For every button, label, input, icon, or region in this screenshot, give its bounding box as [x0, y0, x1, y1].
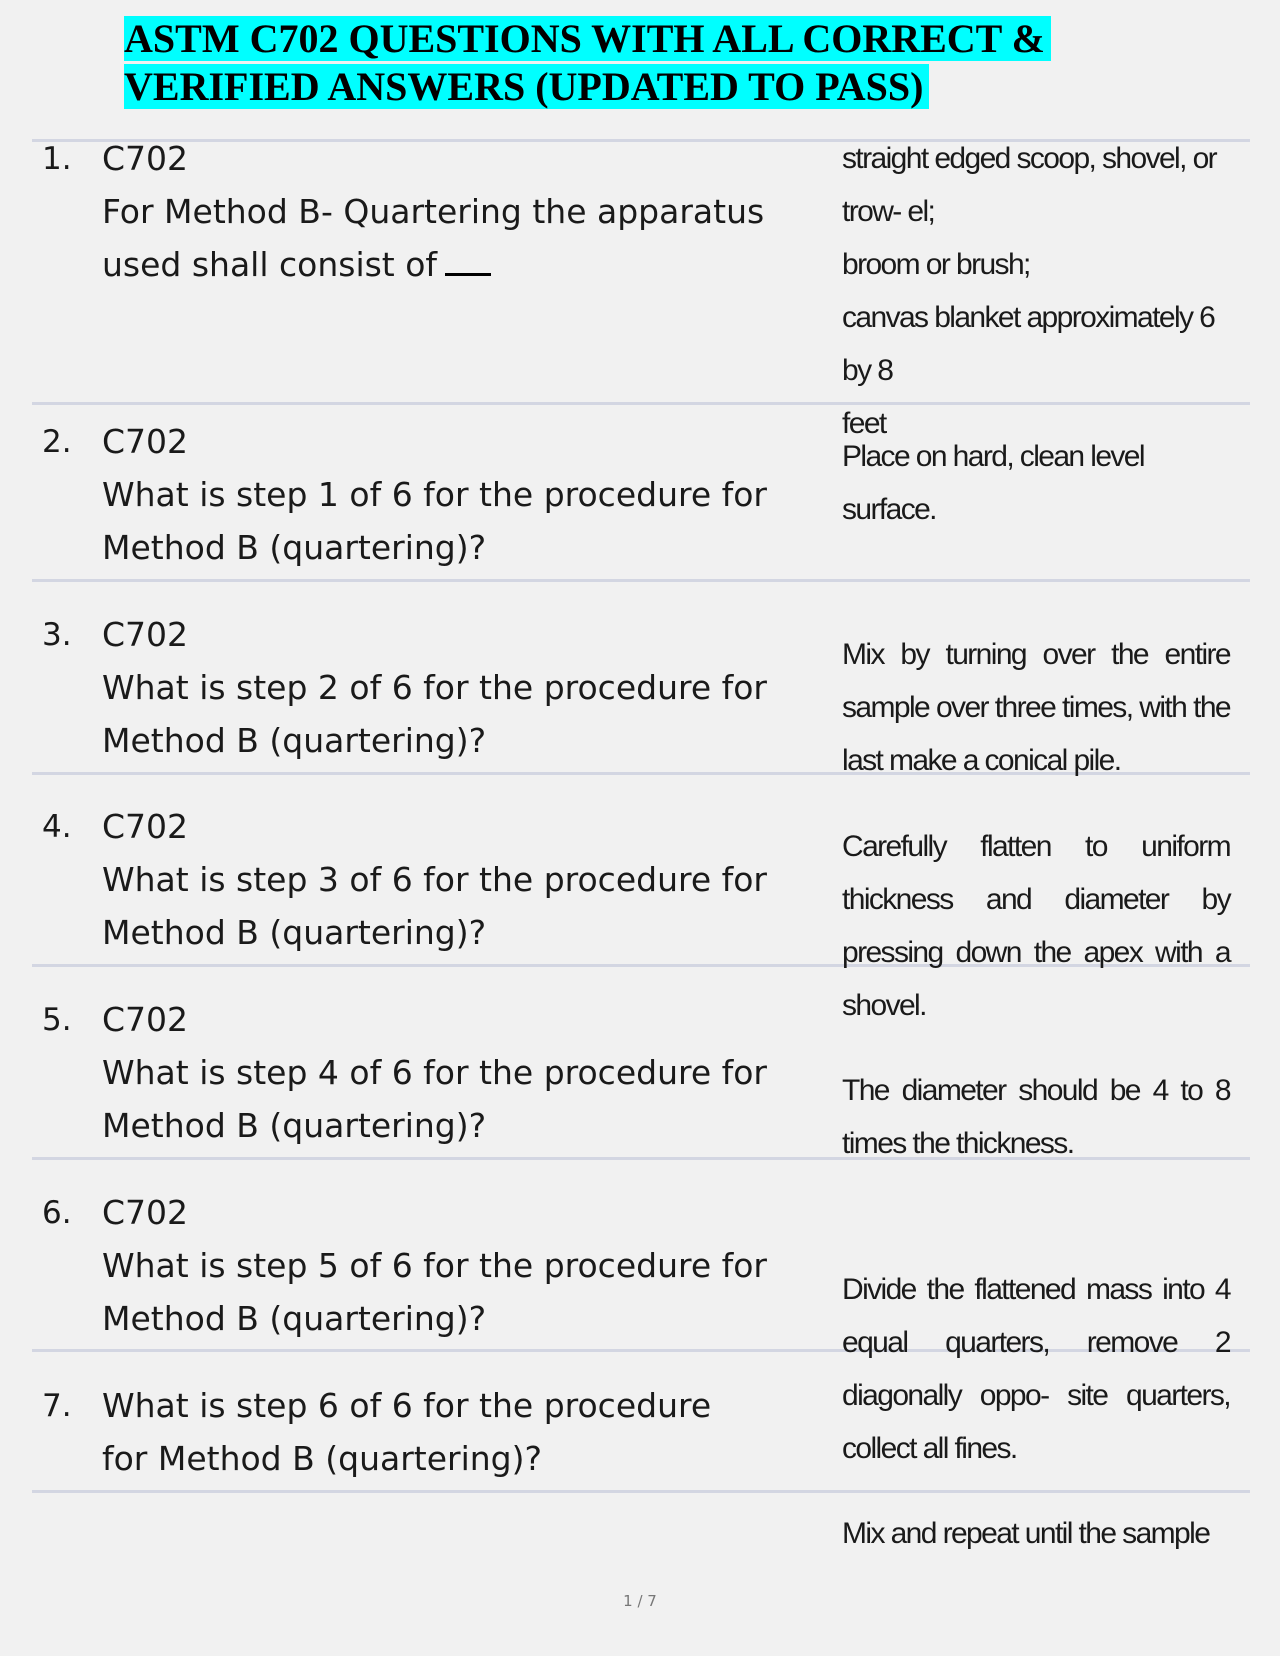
- answer: [842, 1507, 1230, 1560]
- question: [102, 1379, 802, 1485]
- question-line: Method B (quartering)?: [102, 1299, 487, 1338]
- answer: The diameter should be 4 to 8 times the thickness.: [842, 1074, 1230, 1160]
- question-code: C702: [102, 422, 189, 461]
- item-number: 4.: [42, 809, 72, 845]
- answer-line: feet: [842, 407, 886, 440]
- answer: [842, 430, 1230, 536]
- answer: Mix by turning over the entire sample over three times, with the last make a conical pile.: [842, 638, 1230, 777]
- answer-line: broom or brush;: [842, 248, 1030, 281]
- question-line: What is step 3 of 6 for the procedure for: [102, 860, 767, 899]
- item-number: 6.: [42, 1195, 72, 1231]
- question-line: What is step 2 of 6 for the procedure for: [102, 668, 767, 707]
- question: [102, 415, 802, 574]
- answer-line: straight edged scoop, shovel, or: [842, 142, 1217, 175]
- question: [102, 800, 802, 959]
- question-line: What is step 4 of 6 for the procedure for: [102, 1053, 767, 1092]
- question: [102, 1186, 802, 1345]
- question-line: for Method B (quartering)?: [102, 1439, 543, 1478]
- question: [102, 608, 802, 767]
- question-line: For Method B- Quartering the apparatus: [102, 192, 765, 231]
- question-line: Method B (quartering)?: [102, 528, 487, 567]
- answer-line: trow- el;: [842, 195, 935, 228]
- answer: Divide the flattened mass into 4 equal quarters, remove 2 diagonally oppo- site quarters, collect all fines.: [842, 1273, 1230, 1465]
- answer-line: canvas blanket approximately 6 by 8: [842, 301, 1215, 387]
- question-code: C702: [102, 615, 189, 654]
- item-number: 5.: [42, 1002, 72, 1038]
- answer: Carefully flatten to uniform thickness and diameter by pressing down the apex with a shovel.: [842, 830, 1230, 1022]
- question-line: Method B (quartering)?: [102, 721, 487, 760]
- question-line: What is step 6 of 6 for the procedure: [102, 1386, 712, 1425]
- question-code: C702: [102, 1193, 189, 1232]
- question-line: Method B (quartering)?: [102, 913, 487, 952]
- item-number: 2.: [42, 424, 72, 460]
- answer-line: Place on hard, clean level surface.: [842, 440, 1144, 526]
- item-number: 1.: [42, 141, 72, 177]
- question-line: What is step 5 of 6 for the procedure for: [102, 1246, 767, 1285]
- answer: [842, 132, 1230, 450]
- question: [102, 132, 802, 291]
- divider: [32, 1490, 1250, 1493]
- question-line: used shall consist of: [102, 245, 438, 284]
- document-title: [124, 15, 1051, 111]
- title-line-1: ASTM C702 QUESTIONS WITH ALL CORRECT &: [124, 16, 1051, 61]
- question-code: C702: [102, 1000, 189, 1039]
- title-line-2: VERIFIED ANSWERS (UPDATED TO PASS): [124, 64, 929, 109]
- question-code: C702: [102, 807, 189, 846]
- item-number: 3.: [42, 617, 72, 653]
- page-indicator: 1 / 7: [623, 1592, 657, 1610]
- question-line: What is step 1 of 6 for the procedure for: [102, 475, 767, 514]
- item-number: 7.: [42, 1388, 72, 1424]
- answer-line: Mix and repeat until the sample: [842, 1517, 1210, 1550]
- question-code: C702: [102, 139, 189, 178]
- question-line: Method B (quartering)?: [102, 1106, 487, 1145]
- divider: [32, 579, 1250, 582]
- question: [102, 993, 802, 1152]
- answer-blank: [445, 251, 491, 276]
